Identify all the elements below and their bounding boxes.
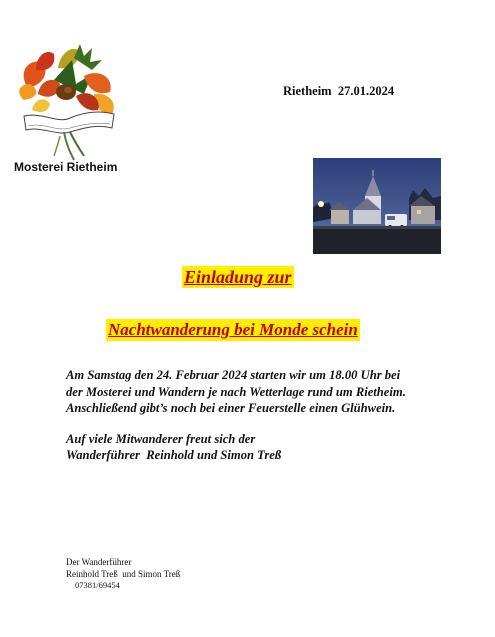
body-line: Anschließend gibt’s noch bei einer Feuerstelle einen Glühwein. xyxy=(66,401,396,415)
night-village-photo xyxy=(313,158,441,254)
invitation-body xyxy=(66,367,476,464)
body-line: Am Samstag den 24. Februar 2024 starten wir um 18.00 Uhr bei xyxy=(66,368,401,382)
signature-phone: 07381/69454 xyxy=(75,580,120,590)
invitation-heading: Einladung zur xyxy=(184,267,292,287)
place-and-date: Rietheim 27.01.2024 xyxy=(283,84,395,98)
signature-block xyxy=(66,557,180,592)
event-title: Nachtwanderung bei Monde schein xyxy=(108,320,358,339)
organization-name: Mosterei Rietheim xyxy=(14,160,118,174)
body-line: Auf viele Mitwanderer freut sich der xyxy=(66,431,256,446)
signature-role: Der Wanderführer xyxy=(66,557,132,567)
body-line: Wanderführer Reinhold und Simon Treß xyxy=(66,448,282,462)
body-line: der Mosterei und Wandern je nach Wetterlage rund um Rietheim. xyxy=(66,384,406,399)
signature-names: Reinhold Treß und Simon Treß xyxy=(66,568,181,579)
swabian-alb-club-logo xyxy=(14,40,122,164)
